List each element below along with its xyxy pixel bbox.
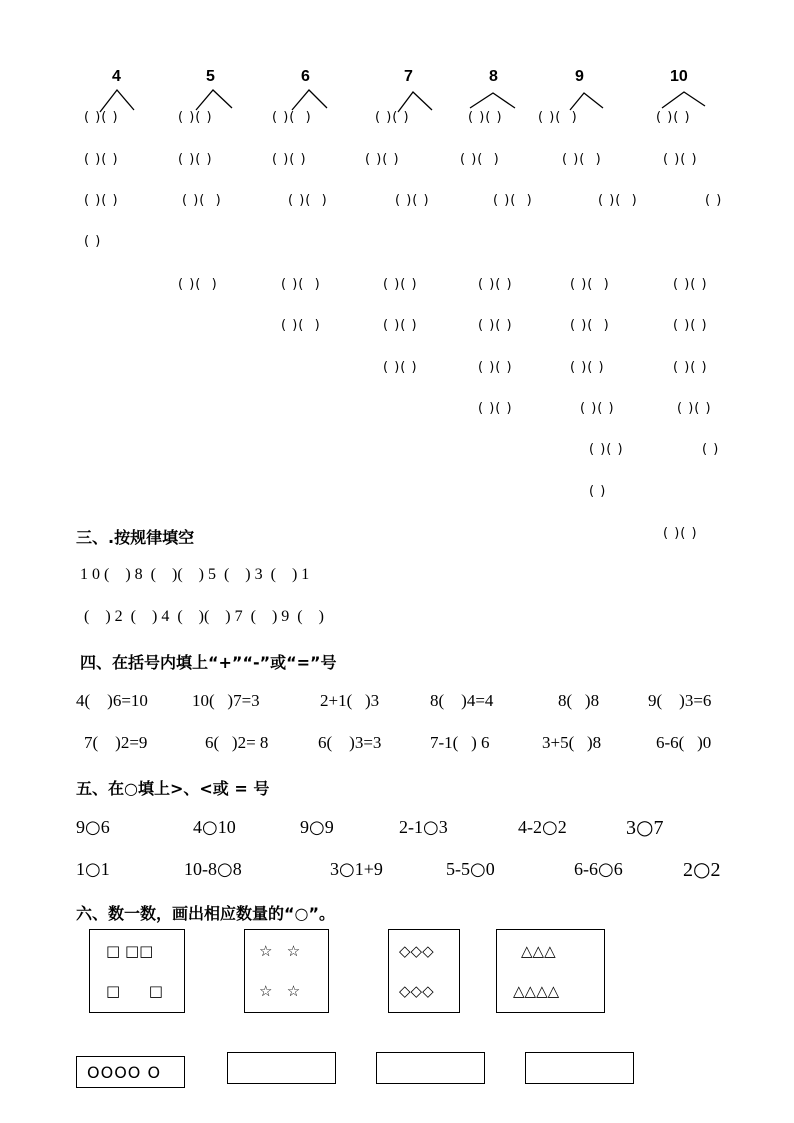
comparison[interactable] (76, 859, 110, 880)
comparison[interactable] (626, 815, 663, 840)
section-heading: 六、数一数，画出相应数量的“○”。 (76, 904, 335, 923)
comparison-right: 9 (324, 817, 334, 837)
equation[interactable]: 8( )8 (558, 691, 600, 710)
comparison[interactable] (518, 817, 567, 838)
count-box-triangles (496, 929, 605, 1013)
answer-pair[interactable]: ( )( ) (178, 277, 218, 292)
answer-pair[interactable]: ( )( ) (178, 152, 213, 167)
comparison-right: 10 (217, 817, 236, 837)
answer-pair[interactable]: ( )( ) (365, 152, 400, 167)
compare-circle[interactable]: ○ (217, 859, 233, 880)
answer-pair[interactable]: ( )( ) (562, 152, 602, 167)
answer-box-example (76, 1056, 185, 1088)
equation[interactable]: 3+5( )8 (542, 733, 602, 752)
answer-pair[interactable]: ( )( ) (663, 526, 698, 541)
answer-pair[interactable]: ( )( ) (281, 318, 321, 333)
answer-pair[interactable]: ( )( ) (84, 110, 119, 125)
compare-circle[interactable]: ○ (202, 817, 218, 838)
answer-pair[interactable]: ( )( ) (375, 110, 410, 125)
compare-circle[interactable]: ○ (636, 815, 654, 839)
equation[interactable]: 2+1( )3 (320, 691, 380, 710)
answer-pair[interactable]: ( )( ) (84, 193, 119, 208)
answer-pair[interactable]: ( )( ) (383, 277, 418, 292)
comparison-left: 5-5 (446, 859, 470, 879)
triangle-icon-row: △△△△ (513, 982, 560, 1000)
answer-box[interactable] (227, 1052, 336, 1084)
answer-single[interactable]: ( ) (84, 234, 102, 249)
equation[interactable]: 8( )4=4 (430, 691, 494, 710)
answer-pair[interactable]: ( )( ) (288, 193, 328, 208)
diamond-icon-row: ◇◇◇ (399, 982, 434, 1000)
triangle-icon-row: △△△ (521, 942, 556, 960)
comparison-right: 1+9 (354, 859, 383, 879)
equation[interactable]: 6( )2= 8 (205, 733, 269, 752)
comparison[interactable] (330, 859, 383, 880)
compare-circle[interactable]: ○ (339, 859, 355, 880)
compare-circle[interactable]: ○ (693, 857, 711, 881)
answer-pair[interactable]: ( )( ) (663, 152, 698, 167)
equation[interactable]: 6-6( )0 (656, 733, 712, 752)
comparison-left: 4 (193, 817, 202, 837)
compare-circle[interactable]: ○ (423, 817, 439, 838)
comparison-right: 2 (557, 817, 567, 837)
compare-circle[interactable]: ○ (309, 817, 325, 838)
answer-pair[interactable]: ( )( ) (673, 360, 708, 375)
answer-pair[interactable]: ( )( ) (598, 193, 638, 208)
circle-answer: OOOO O (87, 1063, 162, 1082)
square-icon-row: □ □□ (106, 942, 154, 960)
section-heading: 五、在○填上>、<或 = 号 (76, 779, 270, 798)
answer-pair[interactable]: ( )( ) (383, 360, 418, 375)
comparison-right: 0 (485, 859, 495, 879)
answer-pair[interactable]: ( )( ) (272, 152, 307, 167)
equation[interactable]: 7( )2=9 (84, 733, 148, 752)
count-box-squares (89, 929, 185, 1013)
comparison[interactable] (399, 817, 448, 838)
answer-pair[interactable]: ( )( ) (478, 277, 513, 292)
compare-circle[interactable]: ○ (542, 817, 558, 838)
decompose-number: 4 (112, 68, 121, 85)
compare-circle[interactable]: ○ (598, 859, 614, 880)
answer-single[interactable]: ( ) (705, 193, 723, 208)
comparison-left: 10-8 (184, 859, 217, 879)
comparison-left: 6-6 (574, 859, 598, 879)
decompose-number: 10 (670, 68, 688, 85)
comparison-right: 8 (232, 859, 242, 879)
comparison-left: 9 (300, 817, 309, 837)
comparison-left: 3 (330, 859, 339, 879)
equation[interactable]: 10( )7=3 (192, 691, 260, 710)
answer-pair[interactable]: ( )( ) (673, 318, 708, 333)
comparison[interactable] (683, 857, 720, 882)
answer-pair[interactable]: ( )( ) (570, 360, 605, 375)
answer-pair[interactable]: ( )( ) (468, 110, 503, 125)
comparison-left: 2 (683, 859, 693, 881)
branch-lines (0, 0, 794, 120)
star-icon-row: ☆ ☆ (259, 982, 301, 1000)
answer-pair[interactable]: ( )( ) (538, 110, 578, 125)
decompose-number: 8 (489, 68, 498, 85)
equation[interactable]: 4( )6=10 (76, 691, 148, 710)
answer-pair[interactable]: ( )( ) (478, 318, 513, 333)
compare-circle[interactable]: ○ (470, 859, 486, 880)
comparison-right: 3 (438, 817, 448, 837)
decompose-number: 9 (575, 68, 584, 85)
answer-single[interactable]: ( ) (589, 484, 607, 499)
answer-pair[interactable]: ( )( ) (395, 193, 430, 208)
compare-circle[interactable]: ○ (85, 859, 101, 880)
comparison-right: 6 (613, 859, 623, 879)
comparison-right: 6 (100, 817, 110, 837)
comparison[interactable] (300, 817, 334, 838)
answer-pair[interactable]: ( )( ) (570, 277, 610, 292)
comparison-right: 1 (100, 859, 110, 879)
comparison[interactable] (574, 859, 623, 880)
answer-pair[interactable]: ( )( ) (656, 110, 691, 125)
answer-pair[interactable]: ( )( ) (673, 277, 708, 292)
compare-circle[interactable]: ○ (85, 817, 101, 838)
section-heading: 四、在括号内填上“+”“-”或“=”号 (80, 653, 337, 672)
comparison-right: 2 (710, 859, 721, 881)
answer-pair[interactable]: ( )( ) (178, 110, 213, 125)
comparison-left: 1 (76, 859, 85, 879)
answer-pair[interactable]: ( )( ) (580, 401, 615, 416)
comparison-right: 7 (653, 817, 664, 839)
answer-pair[interactable]: ( )( ) (493, 193, 533, 208)
star-icon-row: ☆ ☆ (259, 942, 301, 960)
answer-pair[interactable]: ( )( ) (84, 152, 119, 167)
comparison-left: 4-2 (518, 817, 542, 837)
equation[interactable]: 6( )3=3 (318, 733, 382, 752)
answer-single[interactable]: ( ) (702, 442, 720, 457)
count-box-diamonds (388, 929, 460, 1013)
comparison-left: 3 (626, 817, 636, 839)
comparison[interactable] (76, 817, 110, 838)
decompose-number: 6 (301, 68, 310, 85)
answer-pair[interactable]: ( )( ) (478, 401, 513, 416)
answer-pair[interactable]: ( )( ) (182, 193, 222, 208)
answer-pair[interactable]: ( )( ) (281, 277, 321, 292)
comparison[interactable] (446, 859, 495, 880)
comparison-left: 9 (76, 817, 85, 837)
square-icon-row: □ □ (106, 982, 163, 1000)
answer-box[interactable] (376, 1052, 485, 1084)
answer-pair[interactable]: ( )( ) (460, 152, 500, 167)
comparison[interactable] (193, 817, 236, 838)
count-box-stars (244, 929, 329, 1013)
pattern-line[interactable]: 1 0 ( ) 8 ( )( ) 5 ( ) 3 ( ) 1 (80, 566, 310, 583)
answer-pair[interactable]: ( )( ) (589, 442, 624, 457)
answer-pair[interactable]: ( )( ) (570, 318, 610, 333)
comparison-left: 2-1 (399, 817, 423, 837)
diamond-icon-row: ◇◇◇ (399, 942, 434, 960)
answer-pair[interactable]: ( )( ) (478, 360, 513, 375)
decompose-number: 5 (206, 68, 215, 85)
answer-pair[interactable]: ( )( ) (677, 401, 712, 416)
answer-pair[interactable]: ( )( ) (272, 110, 312, 125)
answer-box[interactable] (525, 1052, 634, 1084)
section-heading: 三、.按规律填空 (76, 528, 195, 547)
pattern-line[interactable]: ( ) 2 ( ) 4 ( )( ) 7 ( ) 9 ( ) (84, 608, 324, 625)
decompose-number: 7 (404, 68, 413, 85)
comparison[interactable] (184, 859, 242, 880)
equation[interactable]: 7-1( ) 6 (430, 733, 490, 752)
equation[interactable]: 9( )3=6 (648, 691, 712, 710)
answer-pair[interactable]: ( )( ) (383, 318, 418, 333)
